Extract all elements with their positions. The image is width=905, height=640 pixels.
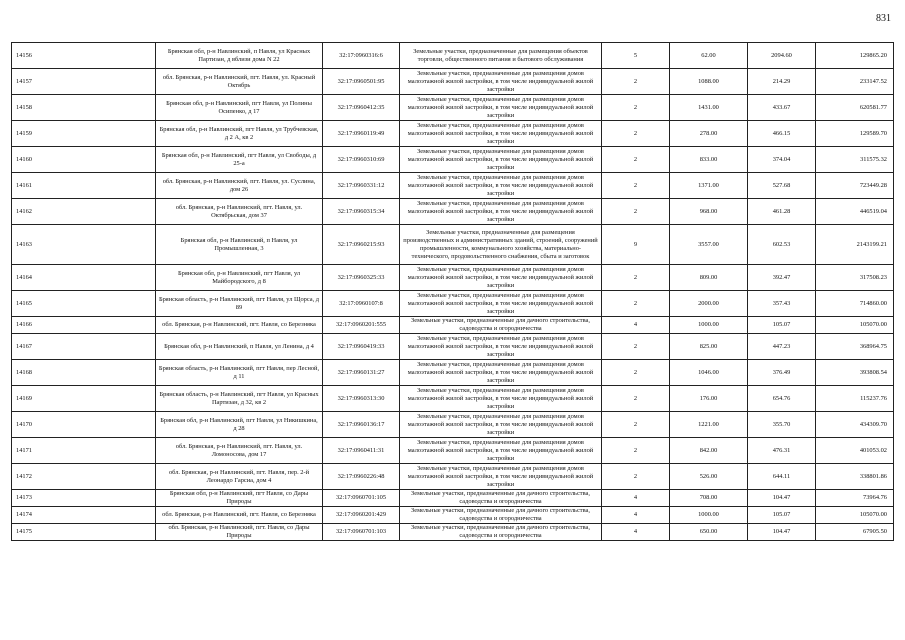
address-cell: обл. Брянская, р-н Навлинский, пгт. Навля, со Березняка (156, 507, 323, 524)
cadastral-value-cell: 311575.32 (816, 147, 894, 173)
row-number: 14174 (12, 507, 156, 524)
unit-cost-cell: 355.70 (748, 412, 816, 438)
area-cell: 1000.00 (670, 317, 748, 334)
address-cell: Брянская область, р-н Навлинский, пгт Навля, ул Щорса, д 89 (156, 291, 323, 317)
table-row (12, 265, 894, 291)
land-use-cell: Земельные участки, предназначенные для размещения домов малоэтажной жилой застройки, в том числе индивидуальной жилой застройки (400, 199, 602, 225)
table-row (12, 412, 894, 438)
cadastral-number-cell: 32:17:0960201:429 (323, 507, 400, 524)
land-use-cell: Земельные участки, предназначенные для размещения домов малоэтажной жилой застройки, в том числе индивидуальной жилой застройки (400, 265, 602, 291)
unit-cost-cell: 374.04 (748, 147, 816, 173)
cadastral-number-cell: 32:17:0960310:69 (323, 147, 400, 173)
table-row (12, 121, 894, 147)
area-cell: 3557.00 (670, 225, 748, 265)
row-number: 14166 (12, 317, 156, 334)
cadastral-number-cell: 32:17:0960701:105 (323, 490, 400, 507)
land-use-cell: Земельные участки, предназначенные для размещения домов малоэтажной жилой застройки, в том числе индивидуальной жилой застройки (400, 438, 602, 464)
category-cell: 5 (602, 43, 670, 69)
category-cell: 2 (602, 265, 670, 291)
category-cell: 2 (602, 95, 670, 121)
unit-cost-cell: 527.68 (748, 173, 816, 199)
cadastral-value-cell: 620581.77 (816, 95, 894, 121)
unit-cost-cell: 214.29 (748, 69, 816, 95)
cadastral-value-cell: 368964.75 (816, 334, 894, 360)
address-cell: Брянская обл, р-н Навлинский, п Навля, ул Ленина, д 4 (156, 334, 323, 360)
row-number: 14169 (12, 386, 156, 412)
cadastral-value-cell: 129865.20 (816, 43, 894, 69)
unit-cost-cell: 376.49 (748, 360, 816, 386)
area-cell: 708.00 (670, 490, 748, 507)
category-cell: 4 (602, 524, 670, 541)
unit-cost-cell: 105.07 (748, 317, 816, 334)
category-cell: 4 (602, 490, 670, 507)
table-row (12, 507, 894, 524)
row-number: 14159 (12, 121, 156, 147)
area-cell: 526.00 (670, 464, 748, 490)
row-number: 14160 (12, 147, 156, 173)
unit-cost-cell: 476.31 (748, 438, 816, 464)
cadastral-value-cell: 105070.00 (816, 507, 894, 524)
unit-cost-cell: 392.47 (748, 265, 816, 291)
category-cell: 2 (602, 386, 670, 412)
area-cell: 278.00 (670, 121, 748, 147)
cadastral-value-cell: 115237.76 (816, 386, 894, 412)
row-number: 14167 (12, 334, 156, 360)
row-number: 14168 (12, 360, 156, 386)
table-row (12, 490, 894, 507)
address-cell: Брянская обл, р-н Навлинский, п Навля, ул Красных Партизан, д вблизи дома N 22 (156, 43, 323, 69)
land-use-cell: Земельные участки, предназначенные для дачного строительства, садоводства и огородничества (400, 317, 602, 334)
area-cell: 1088.00 (670, 69, 748, 95)
cadastral-value-cell: 67905.50 (816, 524, 894, 541)
area-cell: 1000.00 (670, 507, 748, 524)
address-cell: Брянская обл, р-н Навлинский, п Навля, ул Промышленная, 3 (156, 225, 323, 265)
category-cell: 2 (602, 121, 670, 147)
row-number: 14165 (12, 291, 156, 317)
land-use-cell: Земельные участки, предназначенные для размещения домов малоэтажной жилой застройки, в том числе индивидуальной жилой застройки (400, 121, 602, 147)
land-use-cell: Земельные участки, предназначенные для дачного строительства, садоводства и огородничества (400, 524, 602, 541)
cadastral-value-cell: 723449.28 (816, 173, 894, 199)
category-cell: 2 (602, 173, 670, 199)
area-cell: 2000.00 (670, 291, 748, 317)
table-row (12, 360, 894, 386)
category-cell: 4 (602, 507, 670, 524)
area-cell: 968.00 (670, 199, 748, 225)
cadastral-number-cell: 32:17:0960412:35 (323, 95, 400, 121)
cadastral-number-cell: 32:17:0960701:103 (323, 524, 400, 541)
row-number: 14173 (12, 490, 156, 507)
unit-cost-cell: 104.47 (748, 490, 816, 507)
area-cell: 825.00 (670, 334, 748, 360)
address-cell: Брянская обл, р-н Навлинский, пгт Навля, ул Майбородского, д 8 (156, 265, 323, 291)
area-cell: 1371.00 (670, 173, 748, 199)
cadastral-number-cell: 32:17:0960315:34 (323, 199, 400, 225)
cadastral-value-cell: 105070.00 (816, 317, 894, 334)
cadastral-number-cell: 32:17:0960136:17 (323, 412, 400, 438)
land-use-cell: Земельные участки, предназначенные для размещения домов малоэтажной жилой застройки, в том числе индивидуальной жилой застройки (400, 95, 602, 121)
row-number: 14163 (12, 225, 156, 265)
row-number: 14172 (12, 464, 156, 490)
cadastral-number-cell: 32:17:0960107:8 (323, 291, 400, 317)
cadastral-number-cell: 32:17:0960316:6 (323, 43, 400, 69)
unit-cost-cell: 2094.60 (748, 43, 816, 69)
cadastral-value-cell: 446519.04 (816, 199, 894, 225)
cadastral-value-cell: 317508.23 (816, 265, 894, 291)
cadastral-number-cell: 32:17:0960331:12 (323, 173, 400, 199)
address-cell: обл. Брянская, р-н Навлинский, пгт. Навля, со Дары Природы (156, 524, 323, 541)
area-cell: 62.00 (670, 43, 748, 69)
address-cell: Брянская обл, р-н Навлинский, пгт Навля, ул Никишкина, д 28 (156, 412, 323, 438)
row-number: 14161 (12, 173, 156, 199)
unit-cost-cell: 654.76 (748, 386, 816, 412)
row-number: 14175 (12, 524, 156, 541)
table-row (12, 199, 894, 225)
row-number: 14170 (12, 412, 156, 438)
table-row (12, 524, 894, 541)
land-use-cell: Земельные участки, предназначенные для размещения домов малоэтажной жилой застройки, в том числе индивидуальной жилой застройки (400, 291, 602, 317)
category-cell: 2 (602, 199, 670, 225)
category-cell: 2 (602, 147, 670, 173)
area-cell: 809.00 (670, 265, 748, 291)
cadastral-value-cell: 338801.86 (816, 464, 894, 490)
category-cell: 2 (602, 291, 670, 317)
category-cell: 2 (602, 412, 670, 438)
land-use-cell: Земельные участки, предназначенные для дачного строительства, садоводства и огородничества (400, 490, 602, 507)
cadastral-value-cell: 714860.00 (816, 291, 894, 317)
table-row (12, 464, 894, 490)
land-use-cell: Земельные участки, предназначенные для размещения домов малоэтажной жилой застройки, в том числе индивидуальной жилой застройки (400, 147, 602, 173)
row-number: 14162 (12, 199, 156, 225)
address-cell: Брянская обл, р-н Навлинский, пгт Навля, со Дары Природы (156, 490, 323, 507)
address-cell: обл. Брянская, р-н Навлинский, пгт. Навля, ул. Октябрьская, дом 37 (156, 199, 323, 225)
address-cell: Брянская обл, р-н Навлинский, пгт Навля, ул Свободы, д 25-а (156, 147, 323, 173)
table-row (12, 291, 894, 317)
cadastral-number-cell: 32:17:0960313:30 (323, 386, 400, 412)
cadastral-number-cell: 32:17:0960119:49 (323, 121, 400, 147)
land-use-cell: Земельные участки, предназначенные для размещения домов малоэтажной жилой застройки, в том числе индивидуальной жилой застройки (400, 360, 602, 386)
category-cell: 2 (602, 438, 670, 464)
cadastral-number-cell: 32:17:0960215:93 (323, 225, 400, 265)
land-use-cell: Земельные участки, предназначенные для размещения домов малоэтажной жилой застройки, в том числе индивидуальной жилой застройки (400, 412, 602, 438)
cadastral-number-cell: 32:17:0960419:33 (323, 334, 400, 360)
land-use-cell: Земельные участки, предназначенные для размещения объектов торговли, общественного питания и бытового обслуживания (400, 43, 602, 69)
cadastral-number-cell: 32:17:0960131:27 (323, 360, 400, 386)
cadastral-number-cell: 32:17:0960226:48 (323, 464, 400, 490)
land-use-cell: Земельные участки, предназначенные для размещения домов малоэтажной жилой застройки, в том числе индивидуальной жилой застройки (400, 464, 602, 490)
cadastral-value-cell: 73964.76 (816, 490, 894, 507)
unit-cost-cell: 602.53 (748, 225, 816, 265)
page-number: 831 (876, 13, 891, 24)
table-row (12, 334, 894, 360)
address-cell: Брянская область, р-н Навлинский, пгт Навля, ул Красных Партизан, д 32, кв 2 (156, 386, 323, 412)
land-use-cell: Земельные участки, предназначенные для дачного строительства, садоводства и огородничества (400, 507, 602, 524)
address-cell: обл. Брянская, р-н Навлинский, пгт. Навля, со Березняка (156, 317, 323, 334)
cadastral-value-cell: 233147.52 (816, 69, 894, 95)
unit-cost-cell: 466.15 (748, 121, 816, 147)
cadastral-number-cell: 32:17:0960501:95 (323, 69, 400, 95)
unit-cost-cell: 644.11 (748, 464, 816, 490)
address-cell: обл. Брянская, р-н Навлинский, пгт. Навля, ул. Красный Октябрь (156, 69, 323, 95)
address-cell: Брянская обл, р-н Навлинский, пгт Навля, ул Полины Осипенко, д 17 (156, 95, 323, 121)
unit-cost-cell: 447.23 (748, 334, 816, 360)
cadastral-number-cell: 32:17:0960325:33 (323, 265, 400, 291)
row-number: 14157 (12, 69, 156, 95)
land-use-cell: Земельные участки, предназначенные для размещения производственных и административных зданий, строений, сооружений промышленности, коммунального хозяйства, материально-технического, продовольственного снабжения, сбыта и заготовок (400, 225, 602, 265)
row-number: 14158 (12, 95, 156, 121)
land-use-cell: Земельные участки, предназначенные для размещения домов малоэтажной жилой застройки, в том числе индивидуальной жилой застройки (400, 386, 602, 412)
row-number: 14164 (12, 265, 156, 291)
area-cell: 1431.00 (670, 95, 748, 121)
cadastral-value-cell: 434309.70 (816, 412, 894, 438)
cadastral-number-cell: 32:17:0960201:555 (323, 317, 400, 334)
category-cell: 2 (602, 360, 670, 386)
address-cell: обл. Брянская, р-н Навлинский, пгт. Навля, ул. Ломоносова, дом 17 (156, 438, 323, 464)
cadastral-number-cell: 32:17:0960411:31 (323, 438, 400, 464)
unit-cost-cell: 357.43 (748, 291, 816, 317)
cadastral-value-table (11, 42, 894, 541)
table-row (12, 173, 894, 199)
area-cell: 176.00 (670, 386, 748, 412)
row-number: 14171 (12, 438, 156, 464)
unit-cost-cell: 461.28 (748, 199, 816, 225)
category-cell: 2 (602, 334, 670, 360)
table-row (12, 95, 894, 121)
unit-cost-cell: 433.67 (748, 95, 816, 121)
category-cell: 2 (602, 69, 670, 95)
area-cell: 1221.00 (670, 412, 748, 438)
row-number: 14156 (12, 43, 156, 69)
category-cell: 2 (602, 464, 670, 490)
cadastral-value-cell: 393808.54 (816, 360, 894, 386)
cadastral-value-cell: 129589.70 (816, 121, 894, 147)
cadastral-value-cell: 2143199.21 (816, 225, 894, 265)
address-cell: обл. Брянская, р-н Навлинский, пгт. Навля, пер. 2-й Леонардо Гарсиа, дом 4 (156, 464, 323, 490)
area-cell: 1046.00 (670, 360, 748, 386)
cadastral-value-cell: 401053.02 (816, 438, 894, 464)
land-use-cell: Земельные участки, предназначенные для размещения домов малоэтажной жилой застройки, в том числе индивидуальной жилой застройки (400, 69, 602, 95)
category-cell: 9 (602, 225, 670, 265)
area-cell: 650.00 (670, 524, 748, 541)
table-row (12, 69, 894, 95)
table-row (12, 147, 894, 173)
address-cell: обл. Брянская, р-н Навлинский, пгт. Навля, ул. Суслина, дом 26 (156, 173, 323, 199)
land-use-cell: Земельные участки, предназначенные для размещения домов малоэтажной жилой застройки, в том числе индивидуальной жилой застройки (400, 334, 602, 360)
unit-cost-cell: 104.47 (748, 524, 816, 541)
category-cell: 4 (602, 317, 670, 334)
land-use-cell: Земельные участки, предназначенные для размещения домов малоэтажной жилой застройки, в том числе индивидуальной жилой застройки (400, 173, 602, 199)
address-cell: Брянская обл, р-н Навлинский, пгт Навля, ул Трубчевская, д 2 А, кв 2 (156, 121, 323, 147)
unit-cost-cell: 105.07 (748, 507, 816, 524)
area-cell: 833.00 (670, 147, 748, 173)
table-row (12, 225, 894, 265)
table-row (12, 438, 894, 464)
table-row (12, 386, 894, 412)
table-row (12, 43, 894, 69)
address-cell: Брянская область, р-н Навлинский, пгт Навля, пер Лесной, д 11 (156, 360, 323, 386)
table-row (12, 317, 894, 334)
area-cell: 842.00 (670, 438, 748, 464)
